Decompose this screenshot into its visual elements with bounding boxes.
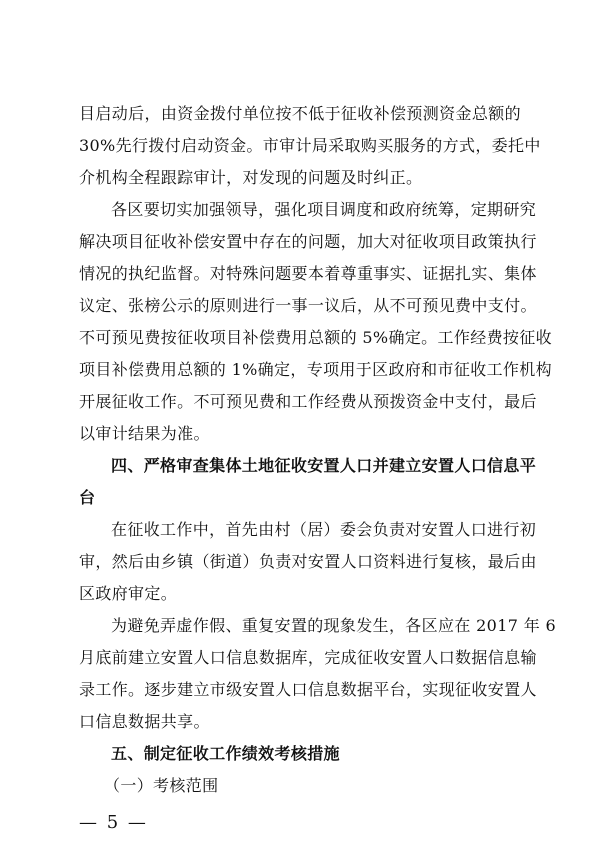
subsection-heading: （一）考核范围 [104, 776, 219, 795]
paragraph-line: 30%先行拨付启动资金。市审计局采取购买服务的方式，委托中 [79, 136, 541, 155]
paragraph-line: 情况的执纪监督。对特殊问题要本着尊重事实、证据扎实、集体 [79, 264, 537, 283]
paragraph-line: 区政府审定。 [79, 584, 178, 603]
paragraph-line: 月底前建立安置人口信息数据库，完成征收安置人口数据信息输 [79, 648, 537, 667]
paragraph-line: 为避免弄虚作假、重复安置的现象发生，各区应在 2017 年 6 [111, 616, 557, 635]
paragraph-line: 各区要切实加强领导，强化项目调度和政府统筹，定期研究 [111, 200, 537, 219]
page-number: — 5 — [79, 812, 148, 833]
paragraph-line: 不可预见费按征收项目补偿费用总额的 5%确定。工作经费按征收 [79, 328, 552, 347]
section-heading: 五、制定征收工作绩效考核措施 [111, 744, 340, 763]
paragraph-line: 目启动后，由资金拨付单位按不低于征收补偿预测资金总额的 [79, 104, 521, 123]
paragraph-line: 在征收工作中，首先由村（居）委会负责对安置人口进行初 [111, 520, 537, 539]
paragraph-line: 议定、张榜公示的原则进行一事一议后，从不可预见费中支付。 [79, 296, 537, 315]
paragraph-line: 开展征收工作。不可预见费和工作经费从预拨资金中支付，最后 [79, 392, 537, 411]
paragraph-line: 解决项目征收补偿安置中存在的问题，加大对征收项目政策执行 [79, 232, 537, 251]
paragraph-line: 以审计结果为准。 [79, 424, 210, 443]
paragraph-line: 口信息数据共享。 [79, 712, 210, 731]
paragraph-line: 项目补偿费用总额的 1%确定，专项用于区政府和市征收工作机构 [79, 360, 552, 379]
paragraph-line: 介机构全程跟踪审计，对发现的问题及时纠正。 [79, 168, 423, 187]
section-heading: 台 [79, 488, 96, 507]
section-heading: 四、严格审查集体土地征收安置人口并建立安置人口信息平 [111, 456, 537, 475]
paragraph-line: 录工作。逐步建立市级安置人口信息数据平台，实现征收安置人 [79, 680, 537, 699]
paragraph-line: 审，然后由乡镇（街道）负责对安置人口资料进行复核，最后由 [79, 552, 537, 571]
